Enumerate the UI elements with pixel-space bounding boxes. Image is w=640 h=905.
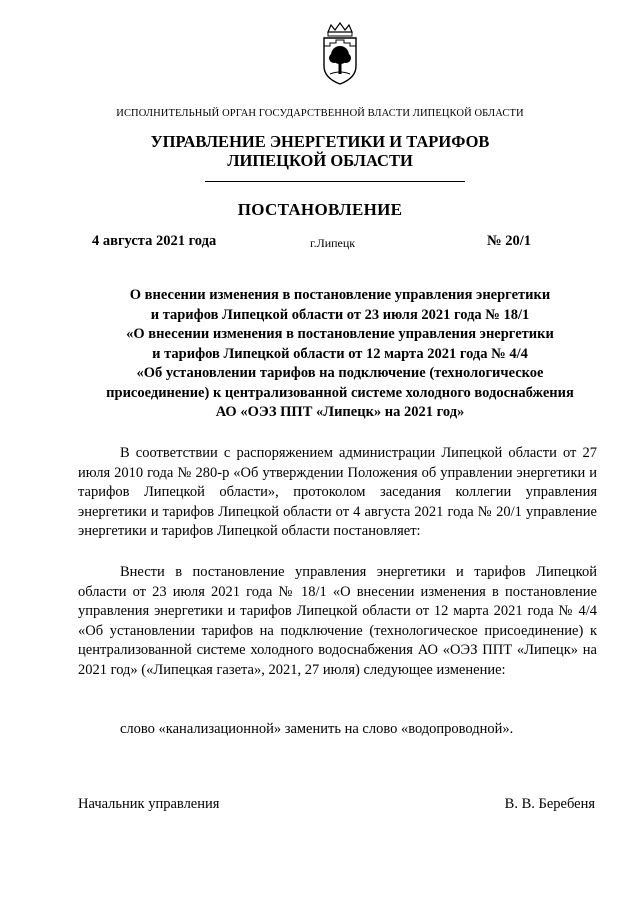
signatory-position: Начальник управления: [78, 796, 220, 812]
department-line-1: УПРАВЛЕНИЕ ЭНЕРГЕТИКИ И ТАРИФОВ: [150, 132, 490, 151]
department-line-2: ЛИПЕЦКОЙ ОБЛАСТИ: [227, 151, 413, 170]
document-type: ПОСТАНОВЛЕНИЕ: [237, 200, 403, 219]
title-line: и тарифов Липецкой области от 23 июля 2021 года № 18/1: [150, 306, 530, 323]
header-divider: [205, 181, 465, 182]
title-line: О внесении изменения в постановление управления энергетики: [129, 287, 551, 303]
body-paragraph-amendment: Внести в постановление управления энергетики и тарифов Липецкой области от 23 июля 2021 года № 18/1 «О внесении изменения в постановление управления энергетики и тарифов Липецкой области от 12 марта 2021 года № 4/4 «Об установлении тарифов на подключение (технологическое присоединение) к централизованной системе холодного водоснабжения АО «ОЭЗ ППТ «Липецк» на 2021 год» («Липецкая газета», 2021, 27 июля) следующее изменение:: [78, 564, 597, 678]
signatory-name: В. В. Беребеня: [504, 796, 595, 812]
title-line: присоединение) к централизованной системе холодного водоснабжения: [106, 384, 574, 401]
title-line: и тарифов Липецкой области от 12 марта 2021 года № 4/4: [152, 345, 528, 362]
org-name: ИСПОЛНИТЕЛЬНЫЙ ОРГАН ГОСУДАРСТВЕННОЙ ВЛАСТИ ЛИПЕЦКОЙ ОБЛАСТИ: [116, 108, 524, 119]
department-name: [0, 132, 640, 170]
body-paragraph-change: слово «канализационной» заменить на слово «водопроводной».: [120, 721, 514, 737]
document-number: № 20/1: [487, 233, 531, 249]
document-date: 4 августа 2021 года: [92, 233, 217, 249]
body-paragraph-preamble: В соответствии с распоряжением администрации Липецкой области от 27 июля 2010 года № 280-р «Об утверждении Положения об управлении энергетики и тарифов Липецкой области», протоколом заседания коллегии управления энергетики и тарифов Липецкой области от 4 августа 2021 года № 20/1 управление энергетики и тарифов Липецкой области постановляет:: [78, 445, 597, 539]
document-city: г.Липецк: [310, 236, 356, 250]
coat-of-arms-icon: [316, 22, 364, 86]
title-line: АО «ОЭЗ ППТ «Липецк» на 2021 год»: [215, 404, 465, 420]
title-line: «Об установлении тарифов на подключение (технологическое: [136, 365, 544, 381]
document-title: [70, 286, 610, 423]
title-line: «О внесении изменения в постановление управления энергетики: [126, 326, 554, 342]
